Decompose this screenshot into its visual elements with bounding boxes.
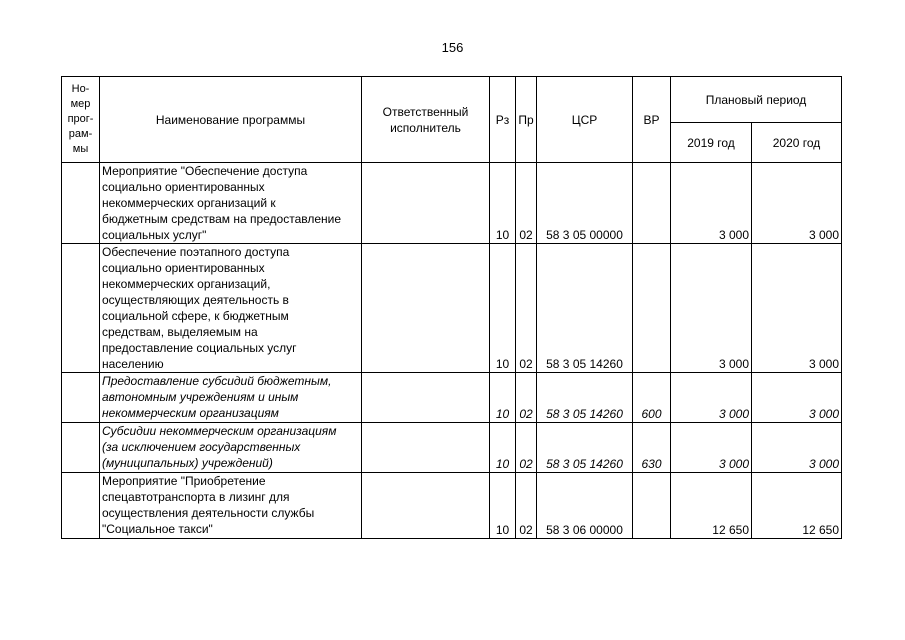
pr-cell: 02: [516, 473, 537, 539]
program-name-line: осуществления деятельности службы: [102, 506, 315, 520]
amount-2019-cell: 3 000: [671, 244, 752, 373]
program-name-line: Обеспечение поэтапного доступа: [102, 245, 290, 259]
amount-2020-cell: 3 000: [752, 244, 842, 373]
rz-cell: 10: [490, 373, 516, 423]
responsible-cell: [362, 423, 490, 473]
header-pr: Пр: [516, 77, 537, 163]
amount-2019-cell: 3 000: [671, 373, 752, 423]
program-number-cell: [62, 373, 100, 423]
program-name-line: населению: [102, 357, 164, 371]
header-responsible-executor: [362, 77, 490, 163]
amount-2019-cell: 12 650: [671, 473, 752, 539]
amount-2020-cell: 3 000: [752, 163, 842, 244]
program-name-line: социальной сфере, к бюджетным: [102, 309, 289, 323]
program-name-line: (муниципальных) учреждений): [102, 456, 273, 470]
responsible-cell: [362, 373, 490, 423]
pr-cell: 02: [516, 163, 537, 244]
header-planning-period: Плановый период: [671, 77, 842, 123]
csr-cell: 58 3 05 00000: [537, 163, 633, 244]
header-year-2019: 2019 год: [671, 123, 752, 163]
program-number-cell: [62, 244, 100, 373]
table-row: [62, 244, 842, 373]
header-rz: Рз: [490, 77, 516, 163]
program-name-line: спецавтотранспорта в лизинг для: [102, 490, 290, 504]
csr-cell: 58 3 05 14260: [537, 423, 633, 473]
program-name-line: социально ориентированных: [102, 180, 265, 194]
program-name-line: Субсидии некоммерческим организациям: [102, 424, 337, 438]
table-row: [62, 373, 842, 423]
header-program-number-line: Но-: [71, 83, 90, 95]
csr-cell: 58 3 05 14260: [537, 244, 633, 373]
program-name-line: (за исключением государственных: [102, 440, 301, 454]
program-name-cell: [100, 244, 362, 373]
header-program-number-line: мы: [72, 143, 89, 155]
program-name-cell: [100, 423, 362, 473]
program-name-cell: [100, 373, 362, 423]
table-row: [62, 473, 842, 539]
amount-2019-cell: 3 000: [671, 163, 752, 244]
responsible-cell: [362, 244, 490, 373]
program-name-line: предоставление социальных услуг: [102, 341, 297, 355]
header-responsible-line: исполнитель: [390, 120, 461, 135]
rz-cell: 10: [490, 423, 516, 473]
header-program-name: Наименование программы: [100, 77, 362, 163]
responsible-cell: [362, 163, 490, 244]
program-name-line: бюджетным средствам на предоставление: [102, 212, 342, 226]
header-program-number-line: рам-: [68, 128, 93, 140]
program-name-line: Мероприятие "Обеспечение доступа: [102, 164, 308, 178]
program-name-line: автономным учреждениям и иным: [102, 390, 299, 404]
csr-cell: 58 3 05 14260: [537, 373, 633, 423]
rz-cell: 10: [490, 244, 516, 373]
page-number: 156: [441, 40, 464, 55]
header-program-number: [62, 77, 100, 163]
program-number-cell: [62, 423, 100, 473]
program-name-line: осуществляющих деятельность в: [102, 293, 289, 307]
table-row: [62, 423, 842, 473]
program-name-cell: [100, 163, 362, 244]
program-name-line: социальных услуг": [102, 228, 207, 242]
table-row: [62, 163, 842, 244]
pr-cell: 02: [516, 373, 537, 423]
amount-2019-cell: 3 000: [671, 423, 752, 473]
header-vr: ВР: [633, 77, 671, 163]
amount-2020-cell: 12 650: [752, 473, 842, 539]
vr-cell: 600: [633, 373, 671, 423]
vr-cell: [633, 244, 671, 373]
rz-cell: 10: [490, 163, 516, 244]
header-csr: ЦСР: [537, 77, 633, 163]
csr-cell: 58 3 06 00000: [537, 473, 633, 539]
program-name-cell: [100, 473, 362, 539]
header-responsible-line: Ответственный: [382, 104, 469, 119]
program-name-line: некоммерческим организациям: [102, 406, 279, 420]
responsible-cell: [362, 473, 490, 539]
amount-2020-cell: 3 000: [752, 423, 842, 473]
program-name-line: некоммерческих организаций,: [102, 277, 271, 291]
rz-cell: 10: [490, 473, 516, 539]
vr-cell: [633, 163, 671, 244]
header-program-number-line: прог-: [67, 113, 94, 125]
program-number-cell: [62, 163, 100, 244]
header-program-number-line: мер: [70, 98, 91, 110]
program-name-line: средствам, выделяемым на: [102, 325, 258, 339]
program-name-line: некоммерческих организаций к: [102, 196, 276, 210]
budget-program-table: [61, 76, 842, 539]
program-name-line: Предоставление субсидий бюджетным,: [102, 374, 332, 388]
program-number-cell: [62, 473, 100, 539]
program-name-line: социально ориентированных: [102, 261, 265, 275]
vr-cell: 630: [633, 423, 671, 473]
header-year-2020: 2020 год: [752, 123, 842, 163]
pr-cell: 02: [516, 423, 537, 473]
program-name-line: Мероприятие "Приобретение: [102, 474, 266, 488]
program-name-line: "Социальное такси": [102, 522, 213, 536]
vr-cell: [633, 473, 671, 539]
pr-cell: 02: [516, 244, 537, 373]
amount-2020-cell: 3 000: [752, 373, 842, 423]
